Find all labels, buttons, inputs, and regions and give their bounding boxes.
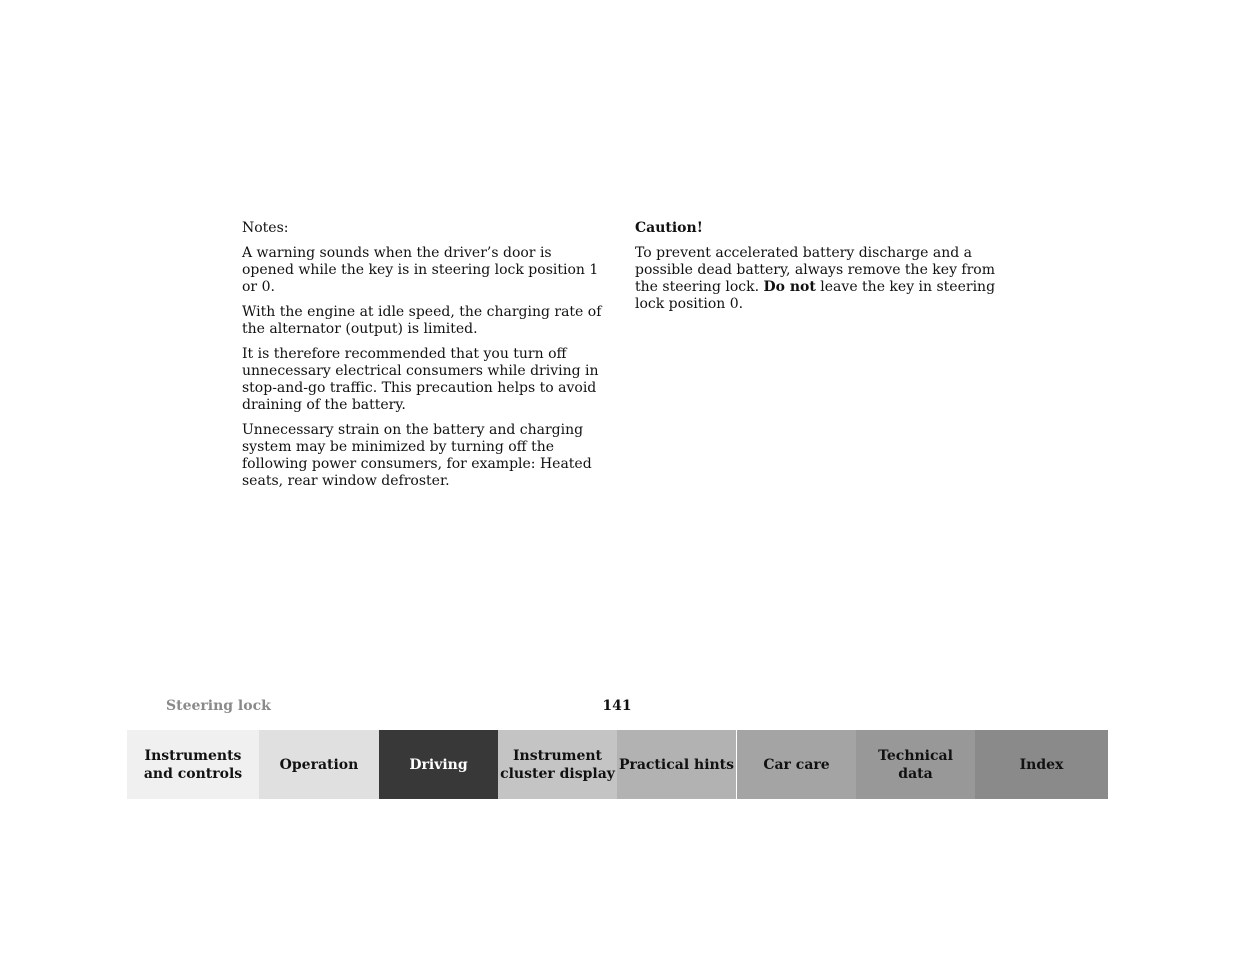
tab-label: Instruments and controls (143, 747, 243, 782)
tab-label: Index (1019, 756, 1064, 773)
tab-practical-hints[interactable] (617, 730, 737, 799)
notes-paragraph: With the engine at idle speed, the charging rate of the alternator (output) is limited. (242, 304, 602, 337)
tab-label: Instrument cluster display (500, 747, 615, 782)
tab-index[interactable] (975, 730, 1108, 799)
notes-paragraph: Unnecessary strain on the battery and charging system may be minimized by turning off the following power consumers, for example: Heated seats, rear window defroster. (242, 422, 592, 489)
tab-label: Driving (409, 756, 468, 773)
tab-instruments-and-controls[interactable] (127, 730, 259, 799)
caution-heading: Caution! (635, 220, 703, 236)
notes-column (242, 220, 604, 498)
tab-label: Car care (763, 756, 830, 773)
caution-paragraph (635, 245, 997, 313)
caution-text: To prevent accelerated battery discharge and a possible dead battery, always remove the key from the steering lock. (635, 245, 996, 295)
section-title: Steering lock (166, 698, 271, 714)
caution-text-end: leave the key in steering lock position 0. (635, 279, 996, 312)
tab-label: Technical data (878, 747, 953, 782)
chapter-nav (127, 730, 1108, 799)
page-number: 141 (602, 698, 632, 714)
notes-paragraph: A warning sounds when the driver’s door is opened while the key is in steering lock position 1 or 0. (242, 245, 599, 295)
notes-paragraph: It is therefore recommended that you turn off unnecessary electrical consumers while driving in stop-and-go traffic. This precaution helps to avoid draining of the battery. (242, 346, 599, 413)
tab-driving[interactable] (379, 730, 498, 799)
caution-column (635, 220, 997, 321)
notes-heading: Notes: (242, 220, 289, 236)
tab-car-care[interactable] (737, 730, 856, 799)
tab-label: Practical hints (618, 756, 735, 773)
tab-instrument-cluster-display[interactable] (498, 730, 617, 799)
tab-technical-data[interactable] (856, 730, 975, 799)
tab-label: Operation (279, 756, 359, 773)
caution-emphasis: Do not (763, 279, 816, 295)
tab-operation[interactable] (259, 730, 379, 799)
